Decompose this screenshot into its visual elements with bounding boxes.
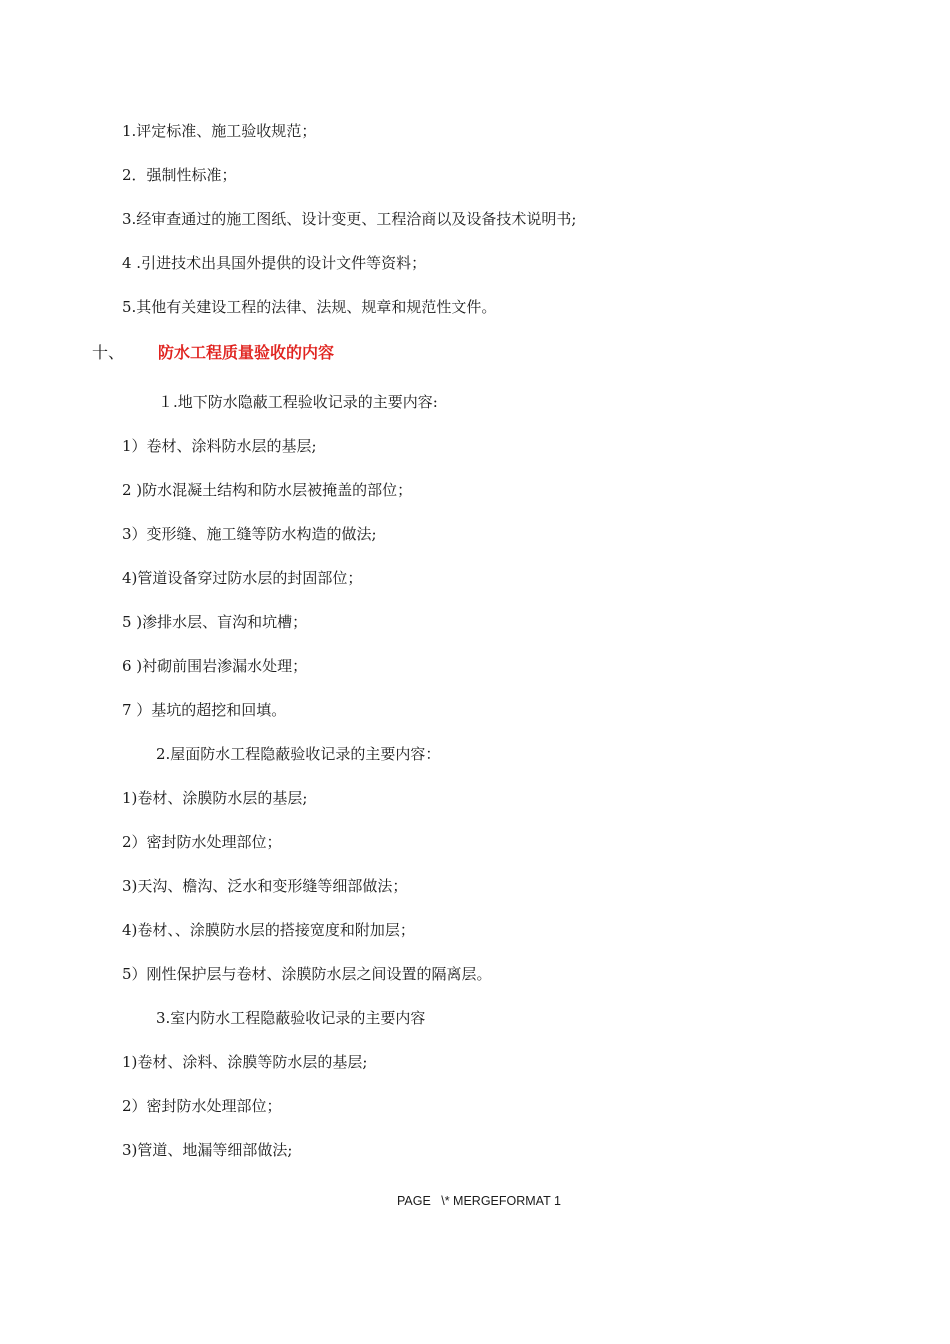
- underground-item-5: 5 )渗排水层、盲沟和坑槽；: [122, 613, 308, 631]
- roof-item-1: 1)卷材、涂膜防水层的基层;: [122, 789, 308, 807]
- criteria-item-1: 1.评定标准、施工验收规范；: [122, 122, 317, 140]
- underground-item-7: 7 ）基坑的超挖和回填。: [122, 701, 287, 719]
- roof-item-5: 5）刚性保护层与卷材、涂膜防水层之间设置的隔离层。: [122, 965, 492, 983]
- underground-item-6: 6 )衬砌前围岩渗漏水处理；: [122, 657, 308, 675]
- subsection-indoor-title: 3.室内防水工程隐蔽验收记录的主要内容: [156, 1009, 426, 1027]
- roof-item-4: 4)卷材、、涂膜防水层的搭接宽度和附加层；: [122, 921, 415, 939]
- criteria-item-2: 2．强制性标准；: [122, 166, 237, 184]
- indoor-item-3: 3)管道、地漏等细部做法;: [122, 1141, 293, 1159]
- indoor-item-1: 1)卷材、涂料、涂膜等防水层的基层;: [122, 1053, 368, 1071]
- criteria-item-3: 3.经审查通过的施工图纸、设计变更、工程洽商以及设备技术说明书;: [122, 210, 577, 228]
- section-title: 防水工程质量验收的内容: [158, 343, 335, 362]
- roof-item-2: 2）密封防水处理部位；: [122, 833, 282, 851]
- underground-item-2: 2 )防水混凝土结构和防水层被掩盖的部位；: [122, 481, 413, 499]
- subsection-underground-title: １.地下防水隐蔽工程验收记录的主要内容:: [158, 393, 438, 411]
- criteria-item-5: 5.其他有关建设工程的法律、法规、规章和规范性文件。: [122, 298, 497, 316]
- criteria-item-4: 4 .引进技术出具国外提供的设计文件等资料；: [122, 254, 427, 272]
- roof-item-3: 3)天沟、檐沟、泛水和变形缝等细部做法；: [122, 877, 408, 895]
- subsection-roof-title: 2.屋面防水工程隐蔽验收记录的主要内容：: [156, 745, 441, 763]
- indoor-item-2: 2）密封防水处理部位；: [122, 1097, 282, 1115]
- section-number: 十、: [92, 343, 125, 362]
- underground-item-3: 3）变形缝、施工缝等防水构造的做法;: [122, 525, 377, 543]
- page-footer: PAGE \* MERGEFORMAT 1: [397, 1194, 561, 1208]
- underground-item-1: 1）卷材、涂料防水层的基层;: [122, 437, 317, 455]
- underground-item-4: 4)管道设备穿过防水层的封固部位；: [122, 569, 363, 587]
